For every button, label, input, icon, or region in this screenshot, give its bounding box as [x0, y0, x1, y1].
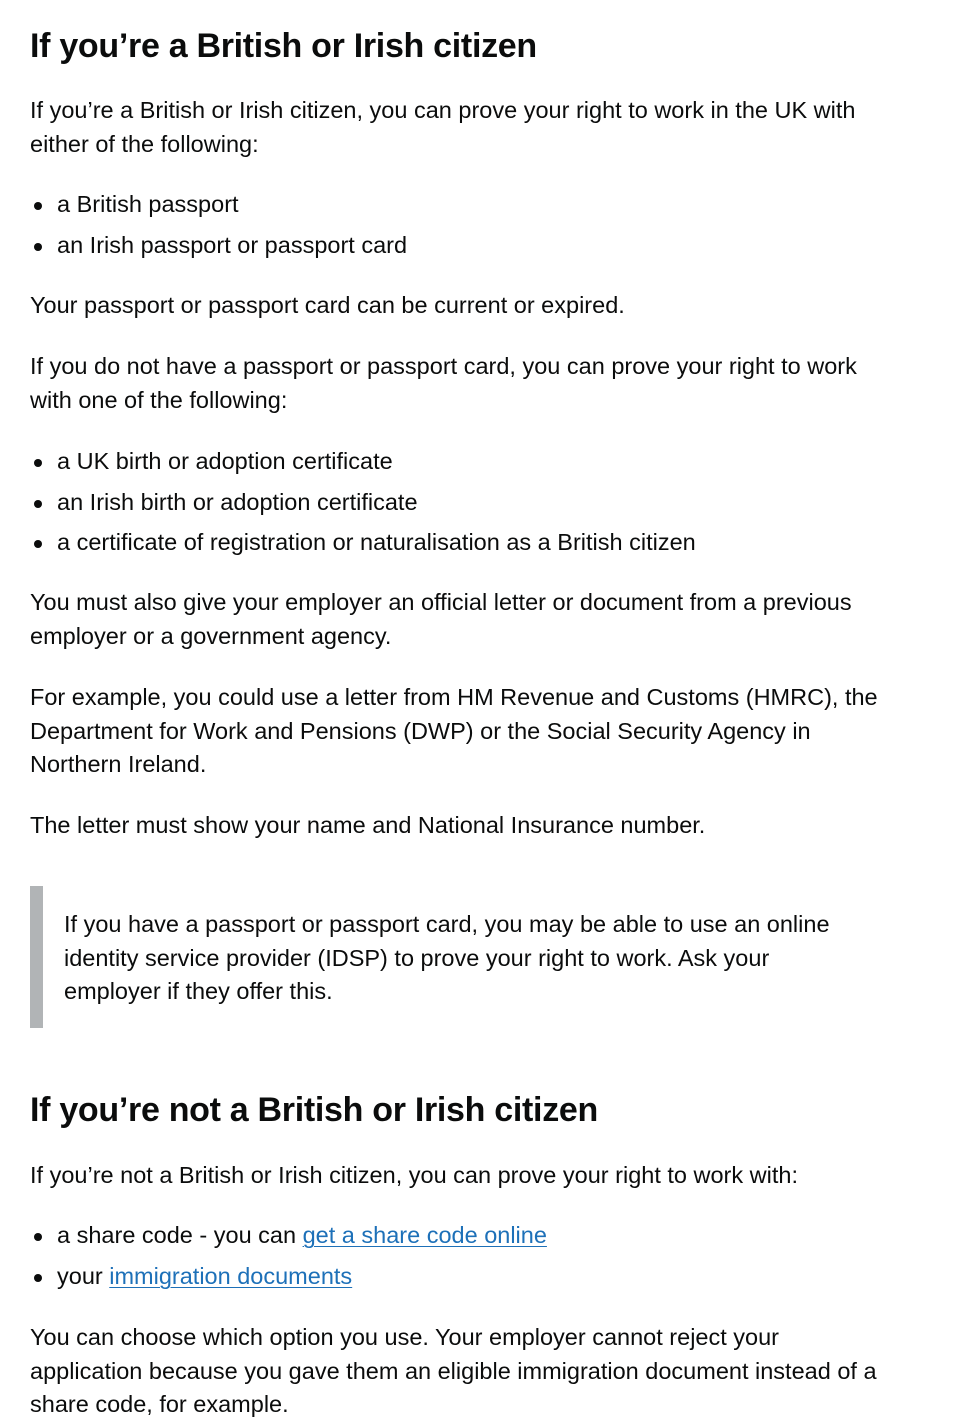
- no-passport-intro: If you do not have a passport or passport card, you can prove your right to work with one of the following:: [30, 353, 857, 413]
- letter-details: The letter must show your name and National Insurance number.: [30, 812, 706, 838]
- british-irish-citizen-heading: If you’re a British or Irish citizen: [30, 27, 537, 65]
- letter-example: For example, you could use a letter from HM Revenue and Customs (HMRC), the Department for Work and Pensions (DWP) or the Social Security Agency in Northern Ireland.: [30, 684, 878, 777]
- list-item: a certificate of registration or naturalisation as a British citizen: [30, 526, 696, 560]
- british-irish-intro: If you’re a British or Irish citizen, you can prove your right to work in the UK with either of the following:: [30, 97, 856, 157]
- idsp-inset-text: [30, 886, 870, 1028]
- inset-paragraph: If you have a passport or passport card, you may be able to use an online identity service provider (IDSP) to prove your right to work. Ask your employer if they offer this.: [64, 911, 830, 1004]
- right-to-work-options-list: [30, 1219, 547, 1293]
- list-item: an Irish passport or passport card: [30, 229, 407, 263]
- list-item-immigration-documents: [30, 1260, 547, 1294]
- passport-list: [30, 188, 407, 262]
- get-share-code-link[interactable]: get a share code online: [302, 1222, 547, 1248]
- share-code-prefix: a share code - you can: [57, 1222, 303, 1248]
- list-item-share-code: [30, 1219, 547, 1253]
- not-british-irish-intro: If you’re not a British or Irish citizen, you can prove your right to work with:: [30, 1162, 798, 1188]
- not-british-irish-citizen-heading: If you’re not a British or Irish citizen: [30, 1091, 598, 1129]
- list-item: an Irish birth or adoption certificate: [30, 486, 696, 520]
- certificate-list: [30, 445, 696, 560]
- list-item: a British passport: [30, 188, 407, 222]
- passport-note: Your passport or passport card can be current or expired.: [30, 292, 625, 318]
- list-item: a UK birth or adoption certificate: [30, 445, 696, 479]
- immigration-prefix: your: [57, 1262, 110, 1289]
- letter-requirement: You must also give your employer an official letter or document from a previous employer or a government agency.: [30, 589, 852, 649]
- choice-note: You can choose which option you use. Your employer cannot reject your application because you gave them an eligible immigration document instead of a share code, for example.: [30, 1324, 877, 1417]
- immigration-documents-link[interactable]: immigration documents: [109, 1262, 353, 1289]
